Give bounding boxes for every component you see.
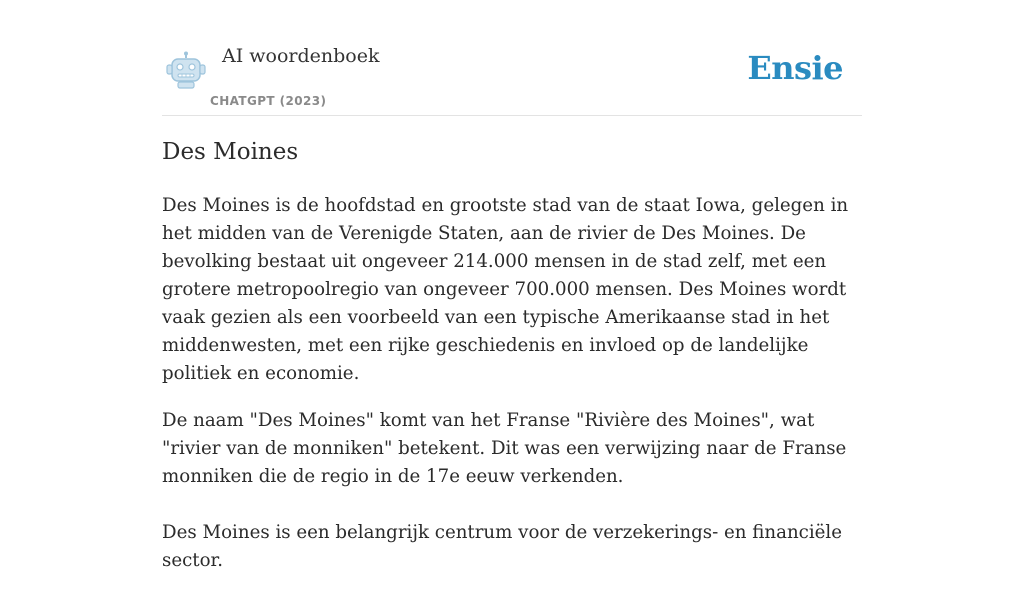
robot-icon [166, 51, 206, 89]
dictionary-header [162, 0, 862, 116]
entry-definition [162, 192, 862, 594]
definition-paragraph: Des Moines is de hoofdstad en grootste stad van de staat Iowa, gelegen in het midden van de Verenigde Staten, aan de rivier de Des Moines. De bevolking bestaat uit ongeveer 214.000 mensen in de stad zelf, met een grotere metropoolregio van ongeveer 700.000 mensen. Des Moines wordt vaak gezien als een voorbeeld van een typische Amerikaanse stad in het middenwesten, met een rijke geschiedenis en invloed op de landelijke politiek en economie. [162, 195, 849, 384]
dictionary-source-meta: CHATGPT (2023) [210, 94, 327, 108]
page-container [162, 0, 862, 571]
dictionary-title-link[interactable]: AI woordenboek [222, 45, 380, 67]
ensie-logo-link[interactable]: Ensie [747, 49, 843, 87]
definition-paragraph: Des Moines is een belangrijk centrum voor de verzekerings- en financiële sector. [162, 522, 843, 571]
entry-term-title: Des Moines [162, 139, 299, 165]
definition-paragraph: De naam "Des Moines" komt van het Franse "Rivière des Moines", wat "rivier van de monniken" betekent. Dit was een verwijzing naar de Franse monniken die de regio in de 17e eeuw verkenden. [162, 410, 847, 487]
